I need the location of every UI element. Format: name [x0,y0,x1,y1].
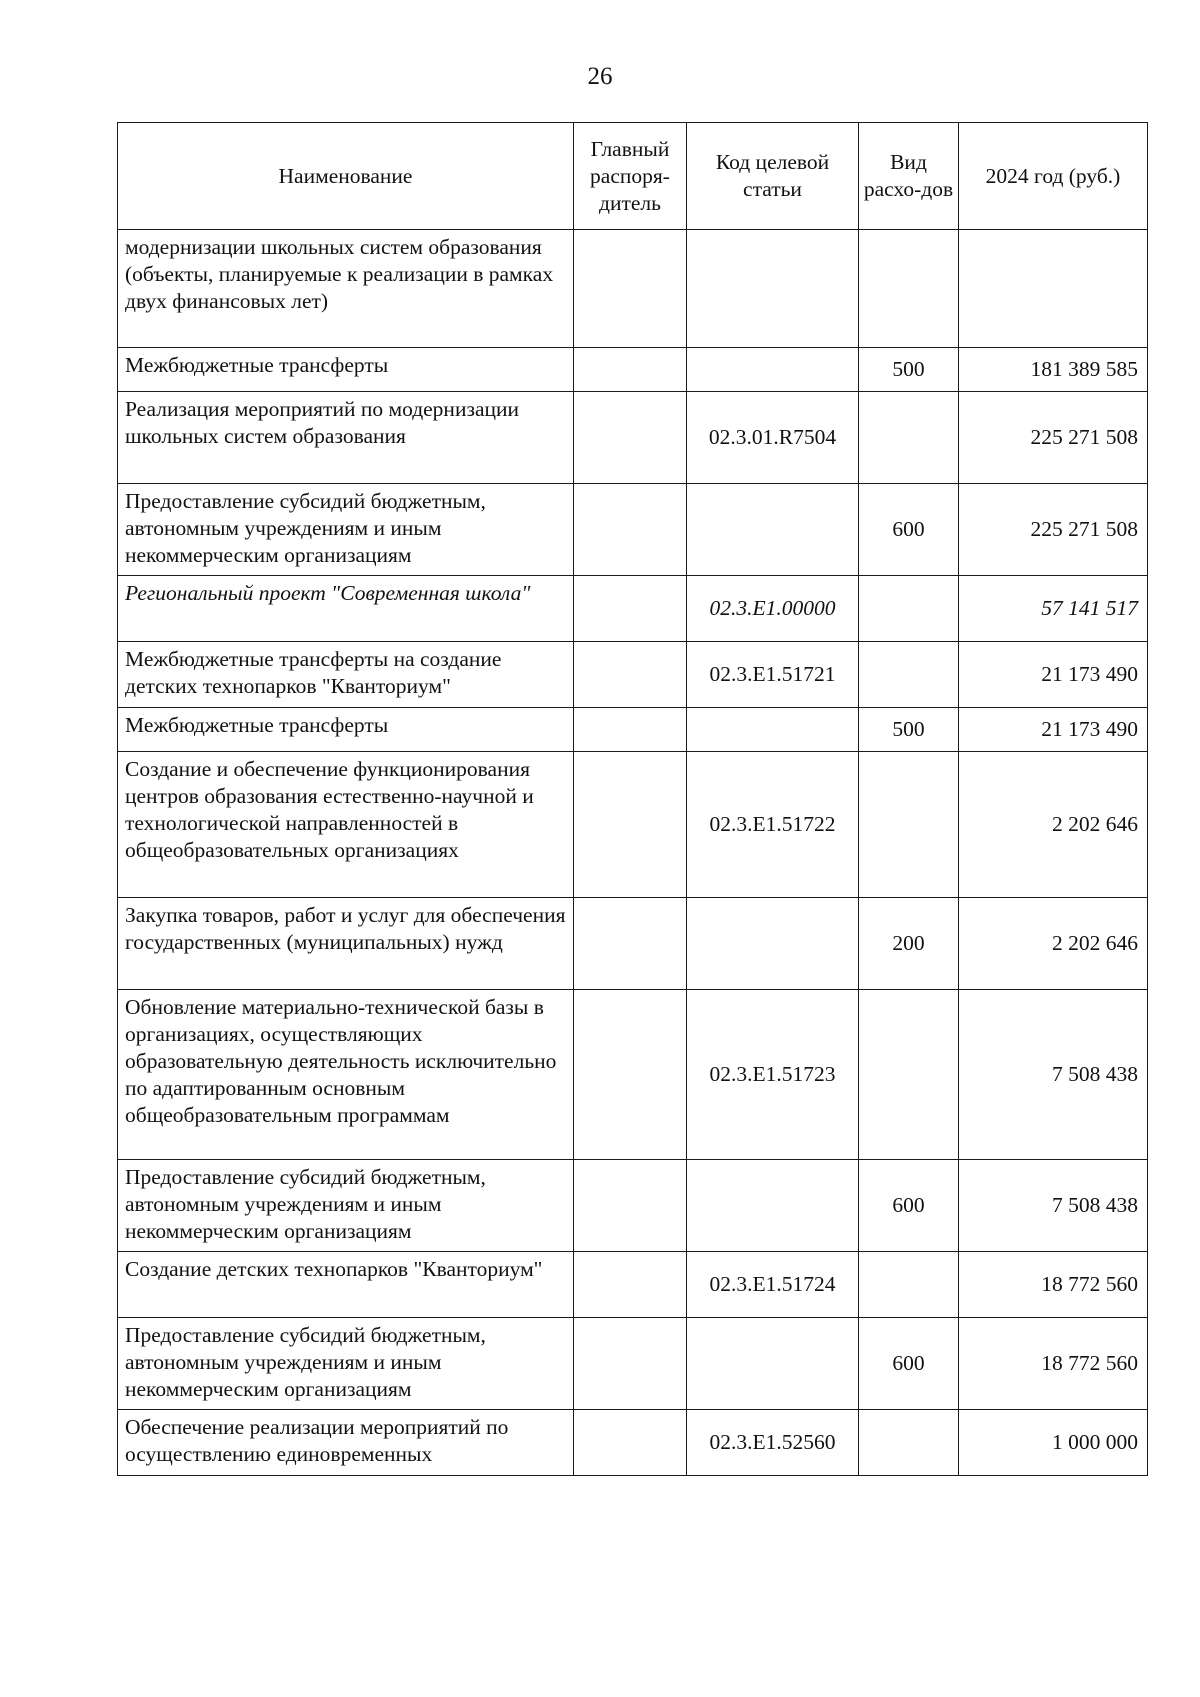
row-administrator [574,392,687,484]
table-row [118,642,1148,708]
table-row [118,484,1148,576]
row-expense-type [859,230,959,348]
row-target-code [687,1160,859,1252]
table-row [118,990,1148,1160]
row-amount: 2 202 646 [959,752,1148,898]
row-target-code [687,898,859,990]
row-target-code [687,484,859,576]
row-name: Обеспечение реализации мероприятий по осуществлению единовременных [118,1410,574,1476]
row-expense-type [859,1252,959,1318]
row-administrator [574,1160,687,1252]
row-amount: 18 772 560 [959,1252,1148,1318]
row-amount: 57 141 517 [959,576,1148,642]
row-amount: 7 508 438 [959,990,1148,1160]
row-administrator [574,990,687,1160]
row-administrator [574,752,687,898]
table-row [118,1318,1148,1410]
row-expense-type [859,642,959,708]
row-name: Межбюджетные трансферты [118,348,574,392]
row-target-code: 02.3.E1.51721 [687,642,859,708]
row-administrator [574,1252,687,1318]
row-expense-type [859,392,959,484]
row-amount: 225 271 508 [959,484,1148,576]
row-expense-type [859,1410,959,1476]
row-amount: 225 271 508 [959,392,1148,484]
row-name: Обновление материально-технической базы в организациях, осуществляющих образовательную деятельность исключительно по адаптированным основным общеобразовательным программам [118,990,574,1160]
row-target-code: 02.3.E1.52560 [687,1410,859,1476]
table-body [118,230,1148,1476]
row-name: Создание и обеспечение функционирования центров образования естественно-научной и технологической направленностей в общеобразовательных организациях [118,752,574,898]
table-row [118,1160,1148,1252]
row-target-code [687,348,859,392]
header-expense-type: Вид расхо-дов [859,123,959,230]
row-expense-type [859,752,959,898]
table-row [118,1410,1148,1476]
budget-table [117,122,1148,1476]
row-expense-type: 600 [859,484,959,576]
table-row [118,898,1148,990]
row-target-code: 02.3.E1.51724 [687,1252,859,1318]
row-expense-type: 500 [859,708,959,752]
row-name: Межбюджетные трансферты на создание детских технопарков "Кванториум" [118,642,574,708]
header-administrator: Главный распоря-дитель [574,123,687,230]
row-administrator [574,898,687,990]
row-expense-type: 500 [859,348,959,392]
row-name: Межбюджетные трансферты [118,708,574,752]
row-name: модернизации школьных систем образования (объекты, планируемые к реализации в рамках двух финансовых лет) [118,230,574,348]
row-target-code [687,230,859,348]
row-name: Создание детских технопарков "Кванториум" [118,1252,574,1318]
header-target-code: Код целевой статьи [687,123,859,230]
row-name: Региональный проект "Современная школа" [118,576,574,642]
table-row [118,348,1148,392]
row-target-code: 02.3.E1.51723 [687,990,859,1160]
row-administrator [574,1318,687,1410]
row-target-code [687,1318,859,1410]
row-amount: 21 173 490 [959,642,1148,708]
row-amount: 7 508 438 [959,1160,1148,1252]
row-name: Предоставление субсидий бюджетным, автономным учреждениям и иным некоммерческим организациям [118,1160,574,1252]
row-target-code [687,708,859,752]
row-expense-type [859,576,959,642]
row-expense-type: 600 [859,1318,959,1410]
row-amount: 18 772 560 [959,1318,1148,1410]
row-expense-type [859,990,959,1160]
row-administrator [574,642,687,708]
row-target-code: 02.3.01.R7504 [687,392,859,484]
table-row [118,576,1148,642]
row-administrator [574,708,687,752]
row-administrator [574,576,687,642]
table-header-row [118,123,1148,230]
row-amount: 181 389 585 [959,348,1148,392]
row-name: Предоставление субсидий бюджетным, автономным учреждениям и иным некоммерческим организациям [118,484,574,576]
table-row [118,752,1148,898]
header-name: Наименование [118,123,574,230]
row-administrator [574,348,687,392]
table-row [118,1252,1148,1318]
row-target-code: 02.3.E1.51722 [687,752,859,898]
row-administrator [574,230,687,348]
row-name: Реализация мероприятий по модернизации школьных систем образования [118,392,574,484]
row-administrator [574,484,687,576]
header-amount-2024: 2024 год (руб.) [959,123,1148,230]
page-number: 26 [587,63,613,90]
table-row [118,230,1148,348]
table-row [118,708,1148,752]
row-administrator [574,1410,687,1476]
row-expense-type: 200 [859,898,959,990]
row-target-code: 02.3.E1.00000 [687,576,859,642]
row-amount: 21 173 490 [959,708,1148,752]
row-expense-type: 600 [859,1160,959,1252]
row-name: Закупка товаров, работ и услуг для обеспечения государственных (муниципальных) нужд [118,898,574,990]
row-amount [959,230,1148,348]
row-amount: 2 202 646 [959,898,1148,990]
row-name: Предоставление субсидий бюджетным, автономным учреждениям и иным некоммерческим организациям [118,1318,574,1410]
row-amount: 1 000 000 [959,1410,1148,1476]
table-row [118,392,1148,484]
